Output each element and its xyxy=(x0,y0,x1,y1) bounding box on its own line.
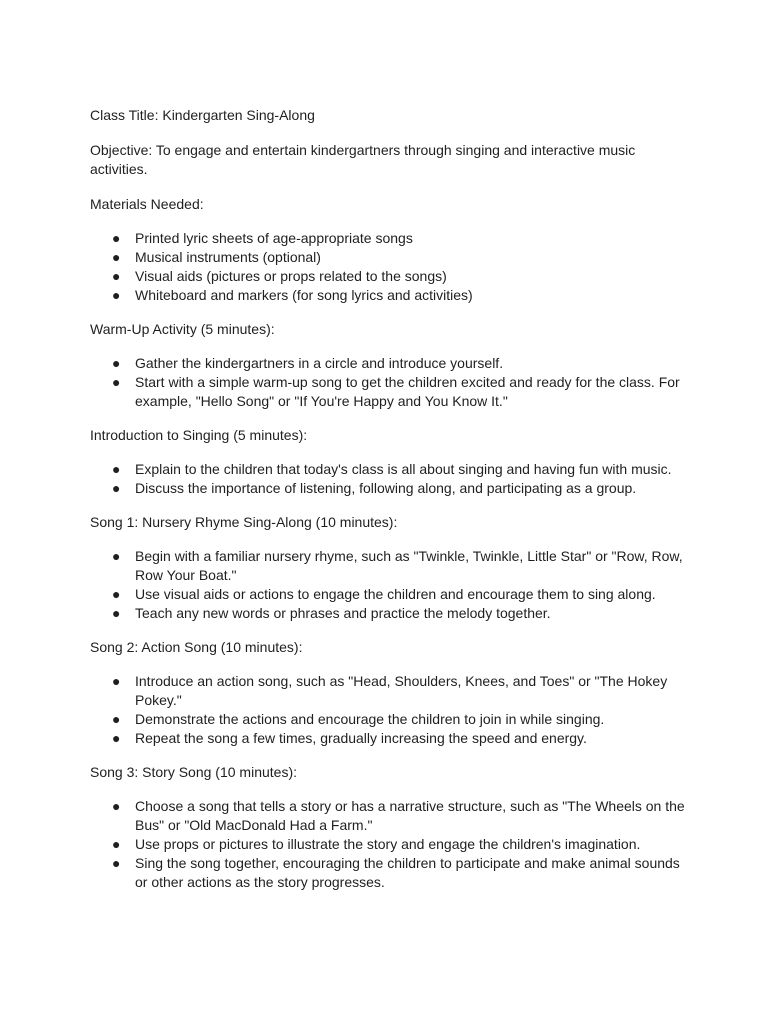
bullet-icon: ● xyxy=(112,711,121,727)
list-item: ● Start with a simple warm-up song to get the children excited and ready for the class. For example, "Hello Song" or "If You're Happy and You Know It." xyxy=(112,374,680,409)
list-item: ● Explain to the children that today's class is all about singing and having fun with music. xyxy=(112,461,672,477)
list-item: ● Demonstrate the actions and encourage the children to join in while singing. xyxy=(112,711,605,727)
objective-text: Objective: To engage and entertain kindergartners through singing and interactive music activities. xyxy=(90,142,636,177)
bullet-icon: ● xyxy=(112,730,121,746)
bullet-icon: ● xyxy=(112,855,121,871)
section-heading-introduction: Introduction to Singing (5 minutes): xyxy=(90,427,308,443)
list-item: ● Choose a song that tells a story or has a narrative structure, such as "The Wheels on the Bus" or "Old MacDonald Had a Farm." xyxy=(112,798,685,833)
list-item: ● Teach any new words or phrases and practice the melody together. xyxy=(112,605,551,621)
section-heading-warm-up: Warm-Up Activity (5 minutes): xyxy=(90,321,275,337)
list-item: ● Gather the kindergartners in a circle and introduce yourself. xyxy=(112,355,504,371)
list-item: ● Introduce an action song, such as "Head, Shoulders, Knees, and Toes" or "The Hokey Pokey." xyxy=(112,673,668,708)
list-item: ● Whiteboard and markers (for song lyrics and activities) xyxy=(112,287,473,303)
introduction-list xyxy=(90,460,690,498)
list-item: ● Musical instruments (optional) xyxy=(112,249,321,265)
bullet-icon: ● xyxy=(112,836,121,852)
bullet-icon: ● xyxy=(112,461,121,477)
bullet-icon: ● xyxy=(112,673,121,689)
warm-up-list xyxy=(90,354,690,411)
bullet-icon: ● xyxy=(112,249,121,265)
materials-list xyxy=(90,229,690,305)
list-item: ● Use props or pictures to illustrate the story and engage the children's imagination. xyxy=(112,836,641,852)
bullet-icon: ● xyxy=(112,230,121,246)
bullet-icon: ● xyxy=(112,548,121,564)
list-item: ● Begin with a familiar nursery rhyme, such as "Twinkle, Twinkle, Little Star" or "Row, Row, Row Your Boat." xyxy=(112,548,683,583)
section-heading-song-2: Song 2: Action Song (10 minutes): xyxy=(90,639,303,655)
section-heading-song-1: Song 1: Nursery Rhyme Sing-Along (10 minutes): xyxy=(90,514,398,530)
list-item: ● Sing the song together, encouraging the children to participate and make animal sounds or other actions as the story progresses. xyxy=(112,855,680,890)
bullet-icon: ● xyxy=(112,605,121,621)
bullet-icon: ● xyxy=(112,268,121,284)
section-heading-song-3: Song 3: Story Song (10 minutes): xyxy=(90,764,297,780)
list-item: ● Printed lyric sheets of age-appropriate songs xyxy=(112,230,413,246)
song-2-list xyxy=(90,672,690,748)
list-item: ● Repeat the song a few times, gradually increasing the speed and energy. xyxy=(112,730,587,746)
bullet-icon: ● xyxy=(112,355,121,371)
song-3-list xyxy=(90,797,690,892)
document-page xyxy=(90,106,690,907)
list-item: ● Visual aids (pictures or props related to the songs) xyxy=(112,268,447,284)
list-item: ● Discuss the importance of listening, following along, and participating as a group. xyxy=(112,480,637,496)
song-1-list xyxy=(90,547,690,623)
bullet-icon: ● xyxy=(112,287,121,303)
bullet-icon: ● xyxy=(112,374,121,390)
bullet-icon: ● xyxy=(112,480,121,496)
list-item: ● Use visual aids or actions to engage the children and encourage them to sing along. xyxy=(112,586,656,602)
class-title: Class Title: Kindergarten Sing-Along xyxy=(90,107,315,123)
bullet-icon: ● xyxy=(112,586,121,602)
section-heading-materials: Materials Needed: xyxy=(90,196,204,212)
bullet-icon: ● xyxy=(112,798,121,814)
